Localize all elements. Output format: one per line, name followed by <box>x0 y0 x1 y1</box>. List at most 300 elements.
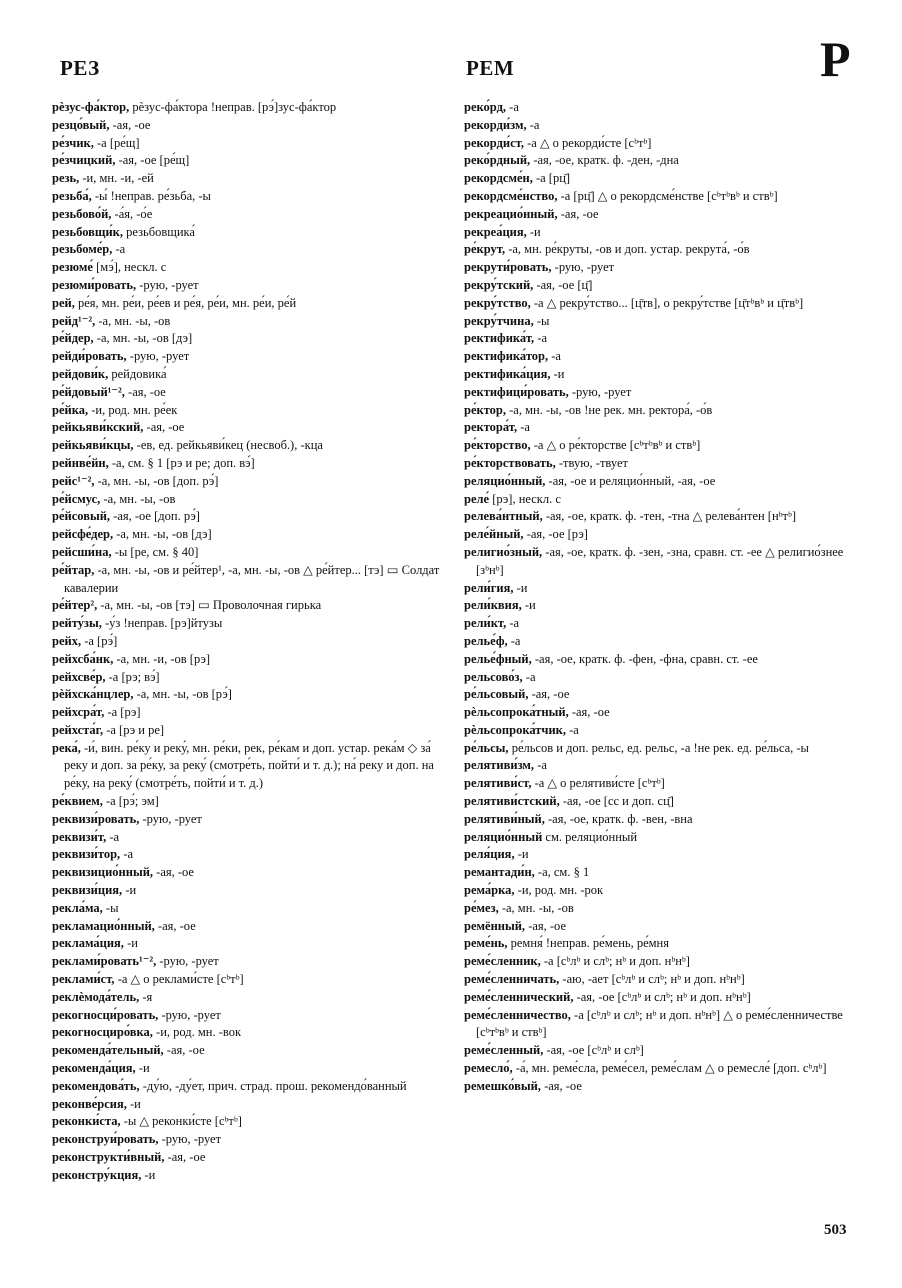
entry-definition: -и <box>126 1096 141 1111</box>
entry-definition: -у́з !неправ. [рэ]йтузы <box>101 616 223 631</box>
entry-definition: -и́, вин. ре́ку и реку́, мн. ре́ки, рек, ре́кам и доп. устар. река́м ◇ за́ реку и доп. за ре́ку, за реку́ (смотре́ть, пойти́ и т. д.); на́ реку и доп. на ре́ку, на реку́ (смотре́ть, пойти́ и т. д.) <box>64 740 434 791</box>
dictionary-entry <box>464 757 856 775</box>
entry-headword: резюме́ <box>52 260 93 275</box>
entry-definition: -ая, -ое [доп. рэ́] <box>110 509 200 524</box>
dictionary-entry <box>52 1078 442 1096</box>
dictionary-entry <box>52 544 442 562</box>
entry-definition: резьбовщика́ <box>123 224 195 239</box>
entry-definition: -а △ рекру́тство... [ц̄тв], о рекру́тстве [ц̄тᵇвᵇ и ц̄твᵇ] <box>530 295 804 310</box>
entry-headword: ре́йдер, <box>52 331 94 346</box>
entry-definition: -а [рэ и ре] <box>103 722 165 737</box>
dictionary-entry <box>464 811 856 829</box>
entry-definition: -а △ о ре́кторстве [сᵇтᵇвᵇ и ствᵇ] <box>530 438 701 453</box>
entry-definition: -а, мн. -ы, -ов [тэ] ▭ Проволочная гирька <box>97 598 322 613</box>
dictionary-entry <box>52 1096 442 1114</box>
dictionary-entry <box>464 722 856 740</box>
entry-definition: -ая, -ое, кратк. ф. -зен, -зна, сравн. ст. -ее △ религио́знее [зᵇнᵇ] <box>476 544 844 577</box>
entry-headword: реко́рдный, <box>464 153 531 168</box>
dictionary-entry <box>464 348 856 366</box>
dictionary-entry <box>464 882 856 900</box>
entry-definition: -ая, -ое <box>124 384 166 399</box>
entry-definition: -ев, ед. рейкьяви́кец (несвоб.), -кца <box>133 438 323 453</box>
entry-headword: рейхсра́т, <box>52 705 105 720</box>
entry-definition: -а <box>534 331 548 346</box>
entry-headword: резцо́вый, <box>52 117 110 132</box>
entry-definition: -ы △ реконки́сте [сᵇтᵇ] <box>120 1114 242 1129</box>
entry-definition: -а, мн. -ы, -ов <box>95 313 171 328</box>
entry-definition: -а <box>565 722 579 737</box>
dictionary-entry <box>52 384 442 402</box>
dictionary-entry <box>52 1060 442 1078</box>
entry-definition: -ы <box>533 313 550 328</box>
entry-headword: реквизи́ция, <box>52 883 123 898</box>
entry-headword: реквизи́ровать, <box>52 811 140 826</box>
entry-definition: -а, мн. -ы, -ов !не рек. мн. ректора́, -о́в <box>506 402 713 417</box>
dictionary-entry <box>464 793 856 811</box>
entry-definition: -а <box>106 829 120 844</box>
entry-definition: -а <box>120 847 134 862</box>
entry-headword: ре́льсы, <box>464 740 509 755</box>
dictionary-entry <box>52 259 442 277</box>
dictionary-entry <box>464 615 856 633</box>
entry-headword: резьба́, <box>52 188 92 203</box>
entry-definition: -ая, -ое, кратк. ф. -фен, -фна, сравн. ст. -ее <box>531 651 758 666</box>
dictionary-entry <box>464 437 856 455</box>
entry-definition: -а, см. § 1 <box>534 865 590 880</box>
entry-definition: -рую, -рует <box>156 954 219 969</box>
dictionary-entry <box>52 989 442 1007</box>
entry-definition: -ая, -ое [сᵇлᵇ и слᵇ] <box>543 1043 644 1058</box>
entry-definition: -рую, -рует <box>139 811 202 826</box>
entry-headword: рейту́зы, <box>52 616 102 631</box>
left-guide-word: РЕЗ <box>60 56 100 80</box>
dictionary-entry <box>52 1007 442 1025</box>
dictionary-entry <box>52 740 442 793</box>
entry-headword: реклами́ровать¹⁻², <box>52 954 157 969</box>
entry-headword: рейкьяви́кский, <box>52 420 144 435</box>
dictionary-entry <box>52 793 442 811</box>
entry-headword: рейкьяви́кцы, <box>52 438 134 453</box>
dictionary-entry <box>52 366 442 384</box>
dictionary-entry <box>52 615 442 633</box>
dictionary-entry <box>464 580 856 598</box>
dictionary-entry <box>464 633 856 651</box>
dictionary-entry <box>464 918 856 936</box>
entry-definition: -и, род. мн. -вок <box>152 1025 242 1040</box>
dictionary-entry <box>464 1042 856 1060</box>
entry-headword: ре́йсовый, <box>52 509 111 524</box>
entry-headword: релятиви́стский, <box>464 794 560 809</box>
entry-definition: -и, мн. -и, -ей <box>79 171 154 186</box>
entry-headword: рѐльсопрока́тчик, <box>464 722 566 737</box>
entry-headword: реклѐмода́тель, <box>52 989 140 1004</box>
entry-headword: рекреа́ция, <box>464 224 527 239</box>
dictionary-entry <box>52 669 442 687</box>
entry-definition: -рую, -рует <box>136 277 199 292</box>
entry-definition: -а [сᵇлᵇ и слᵇ; нᵇ и доп. нᵇнᵇ] △ о реме́сленничестве [сᵇтᵇвᵇ и ствᵇ] <box>476 1007 843 1040</box>
entry-definition: -ая, -ое, кратк. ф. -тен, -тна △ релева́нтен [нᵇтᵇ] <box>542 509 797 524</box>
entry-headword: рейд¹⁻², <box>52 313 96 328</box>
dictionary-entry <box>464 651 856 669</box>
dictionary-entry <box>52 1042 442 1060</box>
dictionary-entry <box>52 882 442 900</box>
entry-headword: релятиви́ст, <box>464 776 532 791</box>
entry-definition: -а △ о релятиви́сте [сᵇтᵇ] <box>531 776 665 791</box>
dictionary-entry <box>52 633 442 651</box>
entry-headword: рейхсба́нк, <box>52 651 114 666</box>
dictionary-entry <box>52 971 442 989</box>
entry-headword: рейди́ровать, <box>52 349 127 364</box>
entry-headword: рейсши́на, <box>52 544 112 559</box>
entry-headword: реме́сленник, <box>464 954 541 969</box>
entry-definition: -и, род. мн. -рок <box>514 883 604 898</box>
dictionary-entry <box>52 846 442 864</box>
entry-headword: рѐзус-фа́ктор, <box>52 100 130 114</box>
entry-headword: реме́сленничество, <box>464 1007 571 1022</box>
entry-headword: релева́нтный, <box>464 509 543 524</box>
entry-definition: -и <box>123 936 138 951</box>
entry-definition: -и <box>135 1061 150 1076</box>
dictionary-entry <box>464 491 856 509</box>
dictionary-entry <box>52 1131 442 1149</box>
entry-headword: релье́ф, <box>464 633 508 648</box>
entry-definition: -а [рц̄] <box>532 171 571 186</box>
entry-headword: реклами́ст, <box>52 972 115 987</box>
dictionary-entry <box>464 170 856 188</box>
entry-headword: реконстру́кция, <box>52 1167 142 1182</box>
entry-headword: ре́йтар, <box>52 562 95 577</box>
dictionary-entry <box>52 651 442 669</box>
dictionary-entry <box>52 330 442 348</box>
dictionary-entry <box>464 508 856 526</box>
dictionary-entry <box>52 437 442 455</box>
entry-definition: -а △ о рекорди́сте [сᵇтᵇ] <box>523 135 652 150</box>
dictionary-entry <box>52 562 442 598</box>
dictionary-entry <box>52 241 442 259</box>
entry-headword: ре́кторствовать, <box>464 455 556 470</box>
entry-definition: -а, мн. -ы, -ов [дэ] <box>113 527 212 542</box>
entry-definition: -ая, -ое <box>153 865 194 880</box>
entry-headword: ректифика́тор, <box>464 349 549 364</box>
entry-definition: -а <box>112 242 126 257</box>
entry-definition: -ы [ре, см. § 40] <box>111 544 199 559</box>
dictionary-entry <box>52 348 442 366</box>
entry-definition: -ая, -ое <box>557 206 599 221</box>
entry-headword: рѐйхска́нцлер, <box>52 687 134 702</box>
entry-definition: -а [сᵇлᵇ и слᵇ; нᵇ и доп. нᵇнᵇ] <box>540 954 690 969</box>
entry-headword: рекорди́ст, <box>464 135 524 150</box>
entry-definition: -я <box>139 989 153 1004</box>
entry-headword: рекогносци́ровать, <box>52 1007 159 1022</box>
dictionary-entry <box>52 1149 442 1167</box>
entry-definition: ре́я, мн. ре́и, ре́ев и ре́я, ре́и, мн. ре́и, ре́й <box>74 295 297 310</box>
entry-definition: -и <box>550 366 565 381</box>
entry-definition: -а, мн. -ы, -ов [доп. рэ́] <box>94 473 219 488</box>
entry-headword: резьбово́й, <box>52 206 112 221</box>
entry-headword: рекрути́ровать, <box>464 260 552 275</box>
entry-headword: рекогносциро́вка, <box>52 1025 153 1040</box>
dictionary-entry <box>52 508 442 526</box>
entry-definition: -ая, -ое, кратк. ф. -вен, -вна <box>544 811 693 826</box>
entry-definition: -ая, -ое <box>143 420 185 435</box>
entry-headword: реконки́ста, <box>52 1114 121 1129</box>
entry-headword: ре́йдовый¹⁻², <box>52 384 125 399</box>
entry-definition: рейдовика́ <box>108 366 167 381</box>
entry-definition: -ая, -ое <box>109 117 151 132</box>
entry-definition: -ая, -ое <box>163 1043 205 1058</box>
entry-definition: -ая, -ое [сᵇлᵇ и слᵇ; нᵇ и доп. нᵇнᵇ] <box>573 989 751 1004</box>
entry-definition: -ая, -ое [ре́щ] <box>115 153 190 168</box>
entry-definition: -а [рц̄] △ о рекордсме́нстве [сᵇтᵇвᵇ и ствᵇ] <box>557 188 778 203</box>
entry-definition: -а <box>517 420 530 435</box>
entry-headword: реле́йный, <box>464 527 524 542</box>
entry-definition: -а [рэ] <box>104 705 141 720</box>
entry-headword: рекоменда́ция, <box>52 1061 136 1076</box>
entry-definition: -и <box>514 847 529 862</box>
entry-headword: реконструи́ровать, <box>52 1132 159 1147</box>
dictionary-entry <box>52 597 442 615</box>
dictionary-entry <box>52 99 442 117</box>
dictionary-entry <box>464 455 856 473</box>
dictionary-entry <box>464 419 856 437</box>
dictionary-entry <box>464 206 856 224</box>
dictionary-entry <box>52 900 442 918</box>
entry-definition: ремня́ !неправ. ре́мень, ре́мня <box>507 936 669 951</box>
dictionary-entry <box>464 526 856 544</box>
entry-definition: -ая, -ое [рэ] <box>523 527 588 542</box>
dictionary-entry <box>52 188 442 206</box>
dictionary-entry <box>464 846 856 864</box>
entry-definition: -а <box>522 669 536 684</box>
entry-headword: рекру́тство, <box>464 295 531 310</box>
entry-headword: река́, <box>52 740 81 755</box>
entry-headword: ректифика́ция, <box>464 366 551 381</box>
dictionary-entry <box>464 740 856 758</box>
entry-headword: рекру́тчина, <box>464 313 534 328</box>
entry-definition: -твую, -твует <box>555 455 628 470</box>
entry-headword: реквизи́тор, <box>52 847 121 862</box>
entry-definition: [рэ], нескл. с <box>489 491 561 506</box>
entry-headword: рейхсве́р, <box>52 669 106 684</box>
dictionary-entry <box>464 971 856 989</box>
entry-headword: ре́мез, <box>464 900 499 915</box>
dictionary-entry <box>464 188 856 206</box>
dictionary-entry <box>464 989 856 1007</box>
entry-headword: рекреацио́нный, <box>464 206 558 221</box>
entry-headword: ре́крут, <box>464 242 506 257</box>
entry-definition: -а <box>534 758 547 773</box>
dictionary-entry <box>52 455 442 473</box>
entry-definition: -а, мн. -ы, -ов <box>100 491 176 506</box>
entry-headword: ректифици́ровать, <box>464 384 569 399</box>
dictionary-entry <box>464 473 856 491</box>
entry-definition: -и <box>526 224 541 239</box>
dictionary-entry <box>52 526 442 544</box>
entry-definition: -ая, -ое <box>568 705 610 720</box>
entry-headword: реконструкти́вный, <box>52 1150 165 1165</box>
entry-headword: реклама́ция, <box>52 936 124 951</box>
entry-headword: рема́рка, <box>464 883 515 898</box>
entry-headword: резь, <box>52 171 80 186</box>
entry-definition: -а, см. § 1 [рэ и ре; доп. вэ́] <box>108 455 255 470</box>
dictionary-entry <box>52 1024 442 1042</box>
entry-headword: рекордсме́нство, <box>464 188 558 203</box>
entry-headword: рейнве́йн, <box>52 455 109 470</box>
entry-definition: см. реляцио́нный <box>542 829 638 844</box>
entry-headword: рекомендова́ть, <box>52 1078 140 1093</box>
entry-definition: -и <box>141 1167 156 1182</box>
entry-headword: реме́сленнический, <box>464 989 574 1004</box>
entry-headword: реме́сленный, <box>464 1043 544 1058</box>
dictionary-entry <box>464 277 856 295</box>
entry-definition: -а́я, -о́е <box>111 206 153 221</box>
dictionary-entry <box>464 366 856 384</box>
entry-definition: -а́, мн. реме́сла, реме́сел, реме́слам △ о ремесле́ [доп. сᵇлᵇ] <box>512 1061 827 1076</box>
entry-headword: рели́кт, <box>464 616 507 631</box>
entry-definition: -ая, -ое <box>154 918 196 933</box>
entry-definition: -рую, -рует <box>551 260 615 275</box>
entry-definition: ре́льсов и доп. рельс, ед. рельс, -а !не рек. ед. ре́льса, -ы <box>508 740 809 755</box>
entry-headword: ремесло́, <box>464 1061 513 1076</box>
entry-headword: резьбоме́р, <box>52 242 113 257</box>
entry-headword: реквизи́т, <box>52 829 107 844</box>
entry-headword: ре́зчик, <box>52 135 94 150</box>
entry-definition: -ая, -ое [ц̄] <box>533 277 593 292</box>
entry-definition: -а [рэ́] <box>81 633 118 648</box>
dictionary-entry <box>464 152 856 170</box>
entry-headword: рей, <box>52 295 75 310</box>
dictionary-entry <box>464 1060 856 1078</box>
section-letter: Р <box>820 31 851 87</box>
dictionary-entry <box>52 206 442 224</box>
dictionary-entry <box>464 935 856 953</box>
entry-headword: резюми́ровать, <box>52 277 137 292</box>
entry-headword: ректора́т, <box>464 420 518 435</box>
entry-headword: рели́квия, <box>464 598 522 613</box>
entry-definition: -ая, -ое, кратк. ф. -ден, -дна <box>530 153 679 168</box>
entry-headword: ремешко́вый, <box>464 1078 541 1093</box>
entry-definition: -рую, -рует <box>126 349 190 364</box>
dictionary-entry <box>52 953 442 971</box>
entry-headword: релятиви́зм, <box>464 758 535 773</box>
dictionary-entry <box>464 686 856 704</box>
entry-definition: -а, мн. -ы, -ов и ре́йтер¹, -а, мн. -ы, -ов △ ре́йтер... [тэ] ▭ Солдат кавалерии <box>64 562 440 595</box>
entry-definition: -а, мн. -и, -ов [рэ] <box>113 651 211 666</box>
dictionary-entry <box>464 259 856 277</box>
entry-headword: реквизицио́нный, <box>52 865 154 880</box>
dictionary-entry <box>52 277 442 295</box>
entry-definition: -ы́ !неправ. ре́зьба, -ы <box>91 188 211 203</box>
entry-headword: рекламацио́нный, <box>52 918 155 933</box>
dictionary-entry <box>52 170 442 188</box>
entry-headword: рекорди́зм, <box>464 117 527 132</box>
entry-headword: реляцио́нный, <box>464 473 546 488</box>
dictionary-entry <box>464 402 856 420</box>
right-guide-word: РЕМ <box>466 56 515 80</box>
entry-headword: реконве́рсия, <box>52 1096 127 1111</box>
entry-headword: рейх, <box>52 633 82 648</box>
entry-headword: ре́йсмус, <box>52 491 101 506</box>
dictionary-entry <box>464 313 856 331</box>
entry-headword: рейдови́к, <box>52 366 109 381</box>
entry-definition: -а, мн. ре́круты, -ов и доп. устар. рекрута́, -о́в <box>505 242 750 257</box>
entry-headword: ре́кторство, <box>464 438 531 453</box>
dictionary-entry <box>52 704 442 722</box>
entry-headword: ре́льсовый, <box>464 687 529 702</box>
dictionary-entry <box>52 295 442 313</box>
entry-definition: -а [ре́щ] <box>93 135 140 150</box>
entry-headword: релятиви́ный, <box>464 811 545 826</box>
entry-headword: ремантади́н, <box>464 865 535 880</box>
dictionary-entry <box>52 117 442 135</box>
entry-headword: рекордсме́н, <box>464 171 533 186</box>
entry-headword: рели́гия, <box>464 580 514 595</box>
dictionary-entry <box>52 491 442 509</box>
dictionary-entry <box>52 686 442 704</box>
entry-definition: -и, род. мн. ре́ек <box>88 402 178 417</box>
dictionary-entry <box>464 953 856 971</box>
entry-definition: -а [рэ; вэ́] <box>105 669 160 684</box>
entry-definition: [мэ́], нескл. с <box>92 260 167 275</box>
entry-headword: реле́ <box>464 491 490 506</box>
entry-definition: -ая, -ое <box>540 1078 582 1093</box>
dictionary-entry <box>464 117 856 135</box>
dictionary-entry <box>464 597 856 615</box>
entry-definition: -а △ о реклами́сте [сᵇтᵇ] <box>114 972 244 987</box>
dictionary-entry <box>464 295 856 313</box>
entry-headword: рекоменда́тельный, <box>52 1043 164 1058</box>
dictionary-entry <box>52 135 442 153</box>
dictionary-entry <box>464 544 856 580</box>
dictionary-entry <box>52 829 442 847</box>
dictionary-entry <box>464 1078 856 1096</box>
entry-definition: -и <box>521 598 536 613</box>
entry-headword: рейхста́г, <box>52 722 104 737</box>
entry-headword: рельсово́з, <box>464 669 523 684</box>
entry-definition: -рую, -рует <box>158 1132 222 1147</box>
dictionary-entry <box>52 935 442 953</box>
dictionary-entry <box>52 722 442 740</box>
dictionary-entry <box>464 704 856 722</box>
entry-headword: реляцио́нный <box>464 829 543 844</box>
entry-definition: -а <box>506 100 519 114</box>
entry-headword: ре́йка, <box>52 402 89 417</box>
entry-headword: резьбовщи́к, <box>52 224 123 239</box>
entry-definition: -рую, -рует <box>568 384 632 399</box>
dictionary-entry <box>52 864 442 882</box>
entry-headword: ре́квием, <box>52 794 103 809</box>
dictionary-entry <box>464 99 856 117</box>
dictionary-entry <box>52 224 442 242</box>
entry-headword: рекла́ма, <box>52 900 103 915</box>
entry-headword: рекру́тский, <box>464 277 534 292</box>
dictionary-entry <box>464 241 856 259</box>
entry-definition: -ы <box>102 900 119 915</box>
entry-headword: рейсфе́дер, <box>52 527 114 542</box>
entry-headword: реля́ция, <box>464 847 515 862</box>
dictionary-entry <box>464 330 856 348</box>
entry-headword: рейс¹⁻², <box>52 473 95 488</box>
left-column <box>52 99 442 1185</box>
entry-definition: -а, мн. -ы, -ов <box>498 900 574 915</box>
entry-headword: реме́сленничать, <box>464 972 560 987</box>
entry-definition: -а <box>506 616 520 631</box>
entry-headword: ре́йтер², <box>52 598 98 613</box>
dictionary-entry <box>464 775 856 793</box>
dictionary-entry <box>52 152 442 170</box>
entry-definition: -ая, -ое [сс и доп. сц̄] <box>559 794 674 809</box>
entry-headword: ремённый, <box>464 918 526 933</box>
